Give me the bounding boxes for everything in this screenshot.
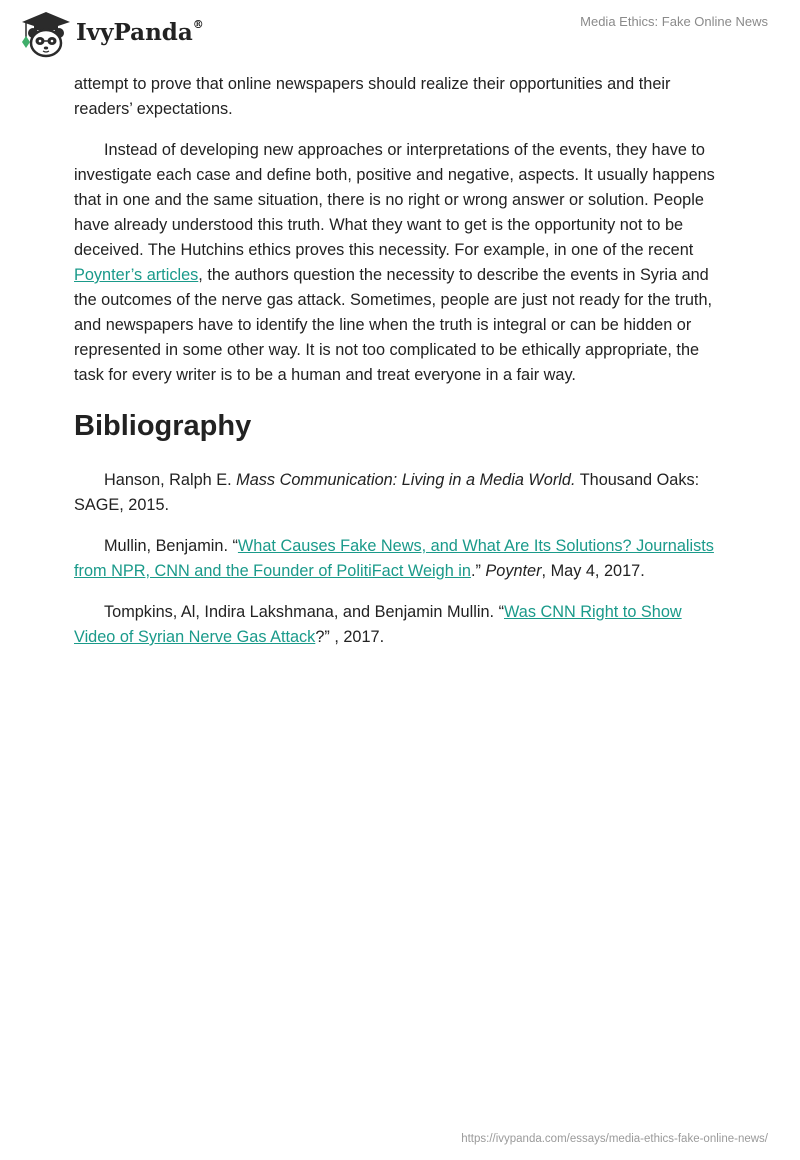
bibliography-entry: Hanson, Ralph E. Mass Communication: Living in a Media World. Thousand Oaks: SAGE, 2015. <box>74 471 700 514</box>
panda-graduate-icon <box>14 8 76 58</box>
paragraph: Instead of developing new approaches or interpretations of the events, they have to investigate each case and define both, positive and negative, aspects. It usually happens that in one and the same situation, there is no right or wrong answer or solution. People have already understood this truth. What they want to get is the opportunity not to be deceived. The Hutchins ethics proves this necessity. For example, in one of the recent Poynter’s articles, the authors question the necessity to describe the events in Syria and the outcomes of the nerve gas attack. Sometimes, people are just not ready for the truth, and newspapers have to identify the line when the truth is integral or can be hidden or represented in some other way. It is not too complicated to be ethically appropriate, the task for every writer is to be a human and treat everyone in a fair way. <box>74 141 715 384</box>
document-title: Media Ethics: Fake Online News <box>580 14 768 29</box>
bibliography-entry: Mullin, Benjamin. “What Causes Fake News, and What Are Its Solutions? Journalists from NPR, CNN and the Founder of PolitiFact Weigh in.” Poynter, May 4, 2017. <box>74 537 714 580</box>
bibliography-heading: Bibliography <box>74 410 252 442</box>
cnn-nerve-gas-video-link[interactable]: Was CNN Right to Show Video of Syrian Nerve Gas Attack <box>74 603 682 646</box>
brand-name: IvyPanda® <box>76 17 204 46</box>
page-header <box>0 0 800 64</box>
page-url: https://ivypanda.com/essays/media-ethics-fake-online-news/ <box>461 1133 768 1145</box>
ivypanda-logo[interactable] <box>14 8 204 58</box>
essay-content <box>74 72 724 666</box>
fake-news-solutions-link[interactable]: What Causes Fake News, and What Are Its Solutions? Journalists from NPR, CNN and the Founder of PolitiFact Weigh in <box>74 537 714 580</box>
bibliography-entry: Tompkins, Al, Indira Lakshmana, and Benjamin Mullin. “Was CNN Right to Show Video of Syrian Nerve Gas Attack?” , 2017. <box>74 603 682 646</box>
poynter-articles-link[interactable]: Poynter’s articles <box>74 266 199 284</box>
paragraph: attempt to prove that online newspapers should realize their opportunities and their readers’ expectations. <box>74 75 671 118</box>
